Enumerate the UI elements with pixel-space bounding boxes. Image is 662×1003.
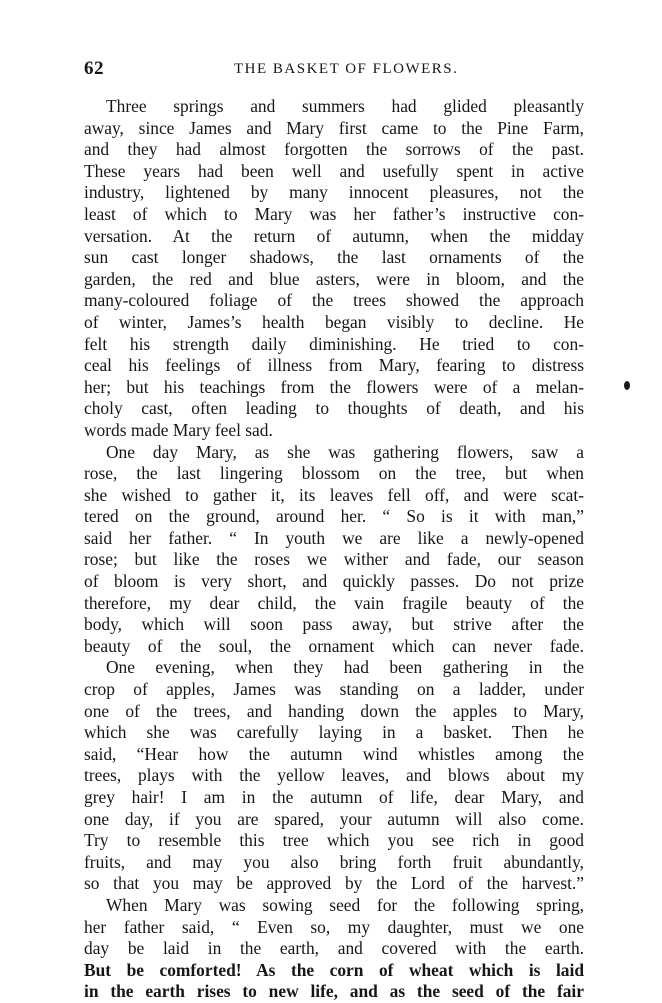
text-line: rose, the last lingering blossom on the tree, but when bbox=[84, 463, 584, 484]
text-line: One evening, when they had been gathering in the bbox=[106, 657, 584, 678]
text-line: trees, plays with the yellow leaves, and blows about my bbox=[84, 765, 584, 786]
text-line: in the earth rises to new life, and as the seed of the fair bbox=[84, 981, 584, 1002]
text-line: beauty of the soul, the ornament which can never fade. bbox=[84, 635, 584, 656]
text-line: body, which will soon pass away, but strive after the bbox=[84, 614, 584, 635]
text-line: choly cast, often leading to thoughts of death, and his bbox=[84, 398, 584, 419]
text-line: grey hair! I am in the autumn of life, dear Mary, and bbox=[84, 787, 584, 807]
text-line: Try to resemble this tree which you see rich in good bbox=[84, 830, 584, 851]
text-line: her father said, “ Even so, my daughter, must we one bbox=[84, 916, 584, 937]
text-line: fruits, and may you also bring forth fruit abundantly, bbox=[84, 851, 584, 872]
text-line: her; but his teachings from the flowers were of a melan- bbox=[84, 376, 584, 397]
text-line: sun cast longer shadows, the last ornaments of the bbox=[84, 247, 584, 268]
text-line: day be laid in the earth, and covered with the earth. bbox=[84, 938, 584, 959]
text-line: said, “Hear how the autumn wind whistles among the bbox=[84, 743, 584, 764]
text-line: so that you may be approved by the Lord of the harvest.” bbox=[84, 873, 584, 894]
text-line: Three springs and summers had glided pleasantly bbox=[106, 96, 584, 116]
text-line: felt his strength daily diminishing. He tried to con- bbox=[84, 333, 584, 354]
text-line: said her father. “ In youth we are like a newly-opened bbox=[84, 527, 584, 548]
text-line: which she was carefully laying in a basket. Then he bbox=[84, 722, 584, 743]
text-line: One day Mary, as she was gathering flowers, saw a bbox=[106, 441, 584, 462]
text-line: of bloom is very short, and quickly passes. Do not prize bbox=[84, 571, 584, 592]
text-line: she wished to gather it, its leaves fell off, and were scat- bbox=[84, 484, 584, 505]
running-title: THE BASKET OF FLOWERS. bbox=[234, 61, 459, 77]
text-line: tered on the ground, around her. “ So is it with man,” bbox=[84, 506, 584, 527]
text-line: least of which to Mary was her father’s instructive con- bbox=[84, 203, 584, 224]
text-line: many-coloured foliage of the trees showed the approach bbox=[84, 290, 584, 311]
body-text bbox=[84, 96, 584, 1003]
text-line: crop of apples, James was standing on a ladder, under bbox=[84, 679, 584, 700]
text-line: away, since James and Mary first came to the Pine Farm, bbox=[84, 117, 584, 138]
text-line: industry, lightened by many innocent pleasures, not the bbox=[84, 182, 584, 203]
text-line: These years had been well and usefully spent in active bbox=[84, 160, 584, 181]
text-line: ceal his feelings of illness from Mary, fearing to distress bbox=[84, 355, 584, 376]
text-line: and they had almost forgotten the sorrows of the past. bbox=[84, 139, 584, 160]
text-line: one day, if you are spared, your autumn will also come. bbox=[84, 808, 584, 829]
page-number: 62 bbox=[84, 58, 104, 79]
text-line: garden, the red and blue asters, were in bloom, and the bbox=[84, 268, 584, 289]
text-line: But be comforted! As the corn of wheat which is laid bbox=[84, 959, 584, 980]
page-header bbox=[84, 58, 584, 82]
ink-dot bbox=[624, 381, 630, 390]
text-line: of winter, James’s health began visibly to decline. He bbox=[84, 311, 584, 332]
text-line: rose; but like the roses we wither and fade, our season bbox=[84, 549, 584, 570]
text-line: When Mary was sowing seed for the following spring, bbox=[106, 894, 584, 915]
text-line: one of the trees, and handing down the apples to Mary, bbox=[84, 700, 584, 721]
text-line: therefore, my dear child, the vain fragile beauty of the bbox=[84, 592, 584, 613]
text-line: versation. At the return of autumn, when the midday bbox=[84, 225, 584, 246]
text-line: words made Mary feel sad. bbox=[84, 419, 273, 440]
